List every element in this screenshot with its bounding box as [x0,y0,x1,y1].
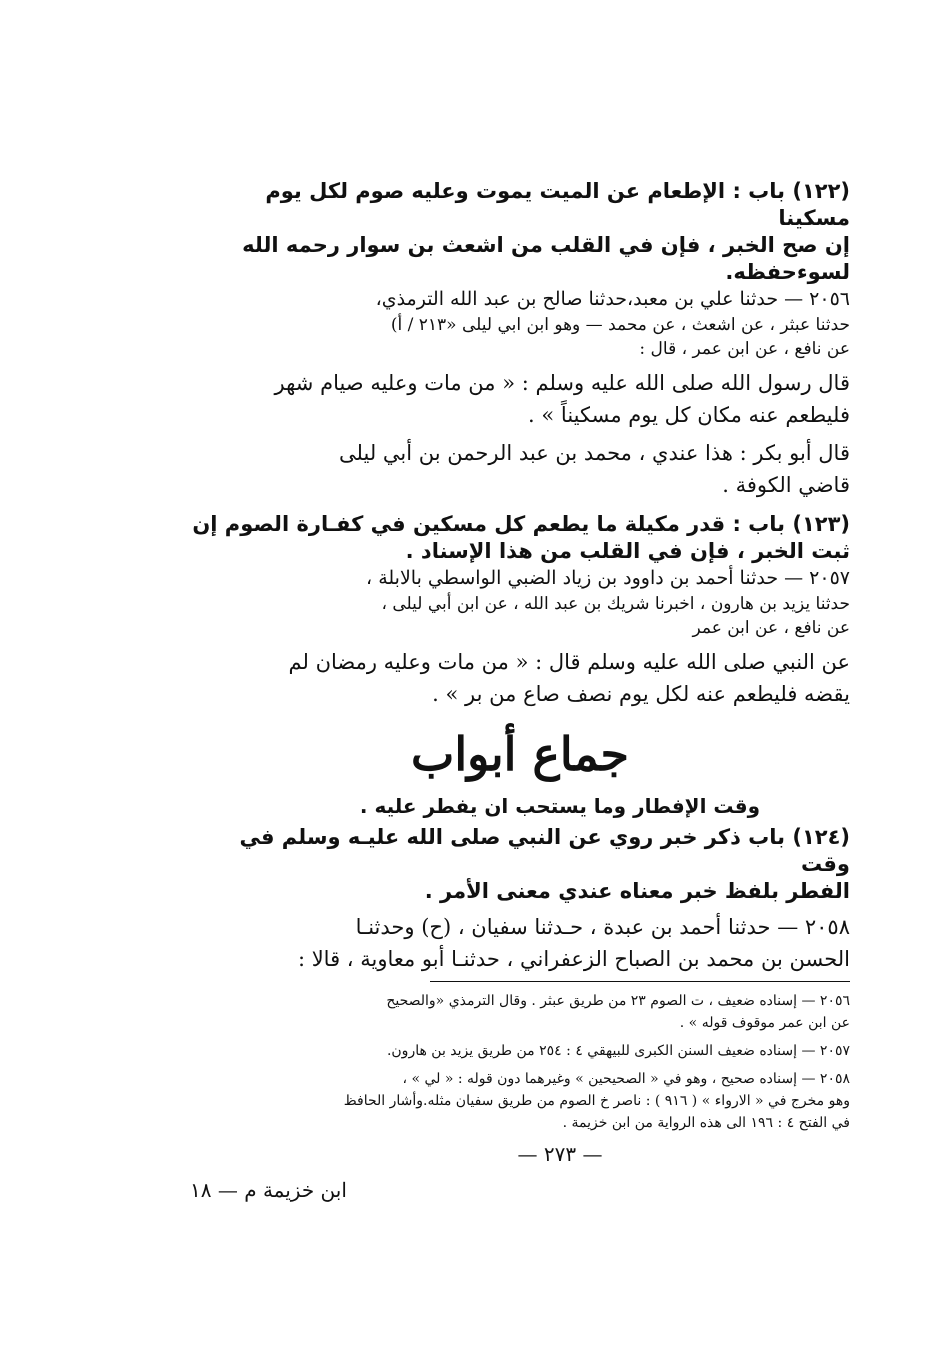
footnote-2058-line-3: في الفتح ٤ : ١٩٦ الى هذه الرواية من ابن خزيمة . [562,1115,850,1131]
hadith-2057-matn-line-1: عن النبي صلى الله عليه وسلم قال : « من مات وعليه رمضان لم [288,650,850,674]
chapter-123-heading-line-2: ثبت الخبر ، فإن في القلب من هذا الإسناد . [405,539,850,563]
hadith-2056-isnad-line-3: عن نافع ، عن ابن عمر ، قال : [639,339,850,359]
signature-mark: ابن خزيمة م — ١٨ [190,1178,347,1202]
hadith-2056-isnad-line-2: حدثنا عبثر ، عن اشعث ، عن محمد — وهو ابن ابي ليلى «٢١٣ / أ) [390,315,850,335]
hadith-2056-matn-line-1: قال رسول الله صلى الله عليه وسلم : « من مات وعليه صيام شهر [274,371,850,395]
page-number: — ٢٧٣ — [517,1142,603,1166]
hadith-2057-isnad-line-1: ٢٠٥٧ — حدثنا أحمد بن داوود بن زياد الضبي الواسطي بالابلة ، [366,567,850,589]
jima-abwab-title: جماع أبواب [411,727,629,781]
footnote-divider [430,981,850,982]
hadith-2057-matn-line-2: يقضه فليطعم عنه لكل يوم نصف صاع من بر » . [432,682,850,706]
footnote-2057: ٢٠٥٧ — إسناده ضعيف السنن الكبرى للبيهقي ٤ : ٢٥٤ من طريق يزيد بن هارون. [386,1043,850,1059]
chapter-124-heading-line-1: (١٢٤) باب ذكر خبر روي عن النبي صلى الله عليـه وسلم في وقت [239,825,850,876]
hadith-2056-isnad-line-1: ٢٠٥٦ — حدثنا علي بن معبد،حدثنا صالح بن عبد الله الترمذي، [375,288,850,310]
chapter-123-heading-line-1: (١٢٣) باب : قدر مكيلة ما يطعم كل مسكين في كفـارة الصوم إن [192,512,850,536]
hadith-2056-matn-line-2: فليطعم عنه مكان كل يوم مسكيناً » . [528,403,850,427]
abu-bakr-comment-line-1: قال أبو بكر : هذا عندي ، محمد بن عبد الرحمن بن أبي ليلى [339,441,850,465]
footnote-2056-line-1: ٢٠٥٦ — إسناده ضعيف ، ت الصوم ٢٣ من طريق عبثر . وقال الترمذي «والصحيح [386,993,850,1009]
footnote-2056-line-2: عن ابن عمر موقوف قوله » . [679,1015,850,1031]
footnote-2058-line-2: وهو مخرج في « الارواء » ( ٩١٦ ) : ناصر خ الصوم من طريق سفيان مثله.وأشار الحافظ [343,1093,850,1109]
chapter-122-heading-line-2: إن صح الخبر ، فإن في القلب من اشعث بن سوار رحمه الله لسوءحفظه. [242,233,850,284]
abu-bakr-comment-line-2: قاضي الكوفة . [722,473,850,497]
chapter-124-heading-line-2: الفطر بلفظ خبر معناه عندي معنى الأمر . [424,879,850,903]
hadith-2057-isnad-line-2: حدثنا يزيد بن هارون ، اخبرنا شريك بن عبد الله ، عن ابن أبي ليلى ، [381,594,850,614]
hadith-2058-isnad-line-2: الحسن بن محمد بن الصباح الزعفراني ، حدثنـا أبو معاوية ، قالا : [297,947,850,971]
hadith-2058-isnad-line-1: ٢٠٥٨ — حدثنا أحمد بن عبدة ، حـدثنا سفيان ، (ح) وحدثنـا [355,915,850,939]
footnote-2058-line-1: ٢٠٥٨ — إسناده صحيح ، وهو في « الصحيحين » وغيرهما دون قوله : « لي » ، [402,1071,850,1087]
chapter-122-heading-line-1: (١٢٢) باب : الإطعام عن الميت يموت وعليه صوم لكل يوم مسكينا [265,179,850,230]
book-page [190,178,850,1258]
jima-abwab-subtitle: وقت الإفطار وما يستحب ان يفطر عليه . [359,794,761,818]
hadith-2057-isnad-line-3: عن نافع ، عن ابن عمر [692,618,850,638]
